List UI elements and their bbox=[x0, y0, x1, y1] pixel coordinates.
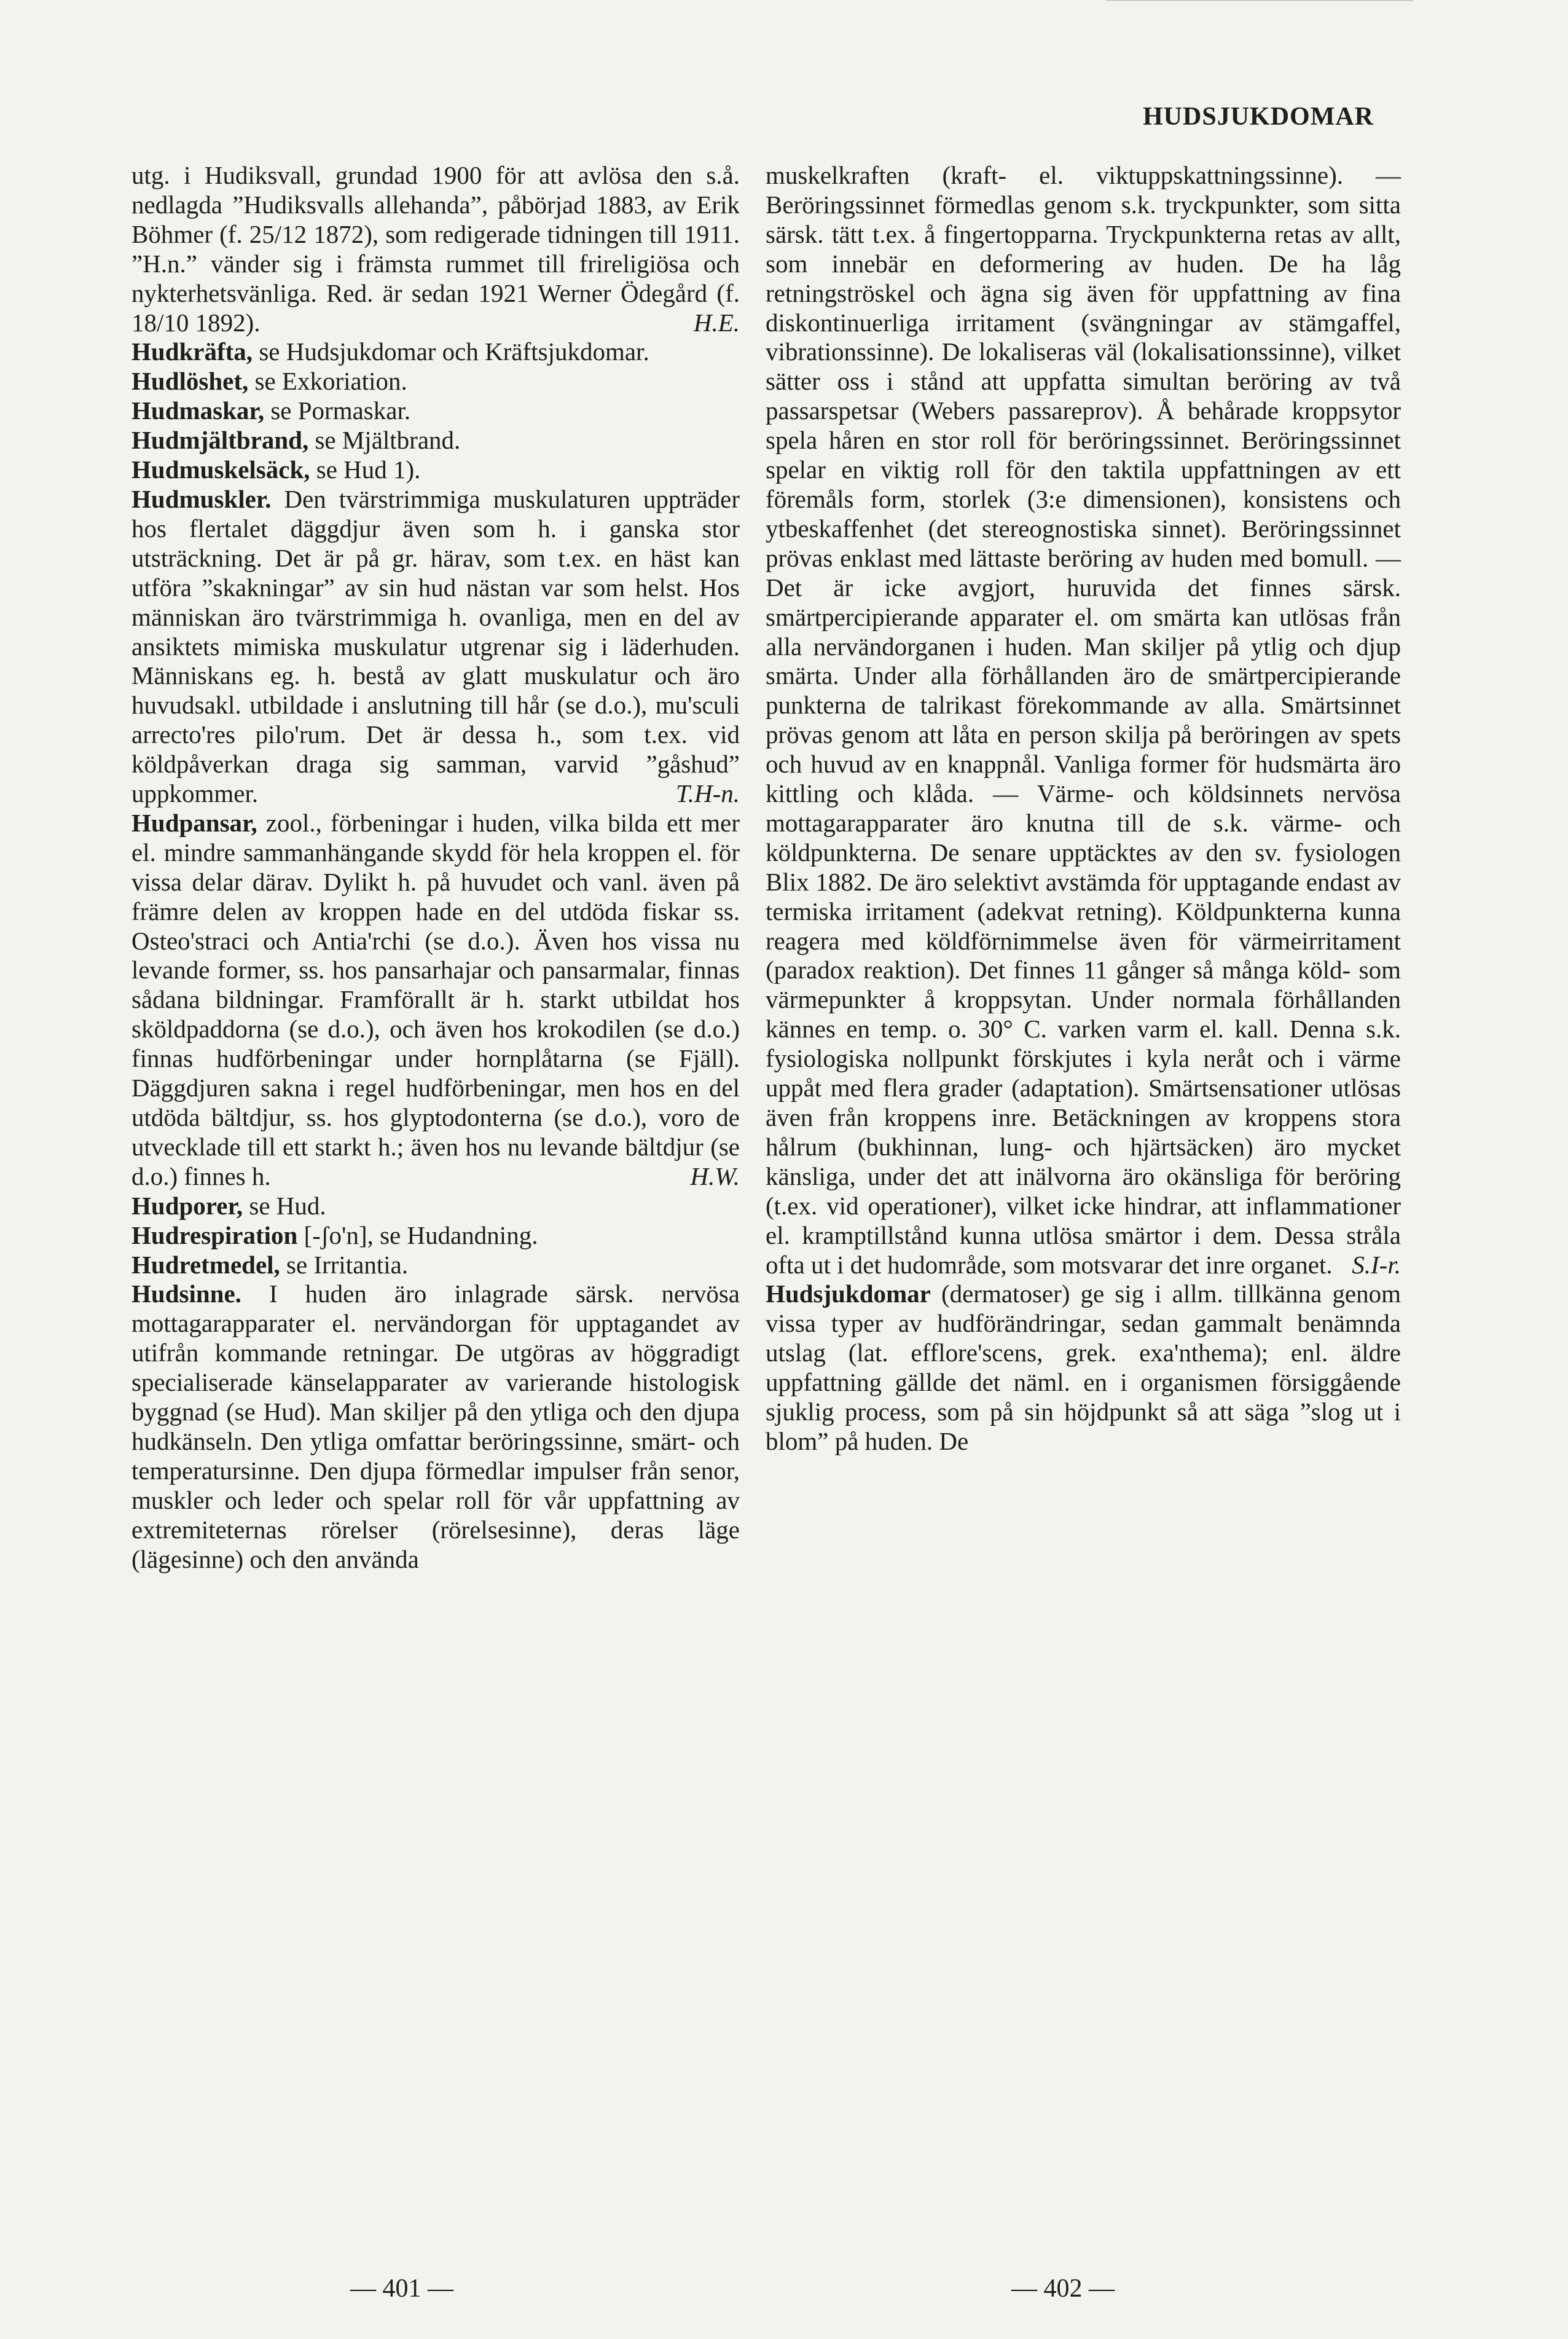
dictionary-entry bbox=[766, 1280, 1401, 1456]
entry-text: se Hud 1). bbox=[310, 455, 421, 484]
dictionary-entry bbox=[131, 367, 740, 396]
entry-headword: Hudretmedel, bbox=[131, 1250, 280, 1279]
author-signature: H.W. bbox=[690, 1162, 740, 1190]
author-signature: H.E. bbox=[693, 308, 740, 337]
entry-headword: Hudsjukdomar bbox=[766, 1280, 931, 1308]
dictionary-entry bbox=[766, 161, 1401, 1280]
entry-headword: Hudmuskler. bbox=[131, 484, 272, 513]
dictionary-entry bbox=[131, 161, 740, 337]
entry-text: muskelkraften (kraft- el. viktuppskattningssinne). — Beröringssinnet förmedlas genom s.k. tryckpunkter, som sitta särsk. tätt t.ex. å fingertopparna. Tryckpunkterna retas av allt, som innebär en deformering av huden. De ha låg retningströskel och ägna sig även för uppfattning av fina diskontinuerliga irritament (svängningar av stämgaffel, vibrationssinne). De lokaliseras väl (lokalisationssinne), vilket sätter oss i stånd att uppfatta simultan beröring av två passarspetsar (Webers passareprov). Å behårade kroppsytor spela håren en stor roll för beröringssinnet. Beröringssinnet spelar en viktig roll för den taktila uppfattningen av ett föremåls form, storlek (3:e dimensionen), konsistens och ytbeskaffenhet (det stereognostiska sinnet). Beröringssinnet prövas enklast med lättaste beröring av huden med bomull. — Det är icke avgjort, huruvida det finnes särsk. smärtpercipierande apparater el. om smärta kan utlösas från alla nervändorganen i huden. Man skiljer på ytlig och djup smärta. Under alla förhållanden äro de smärtpercipierande punkterna de talrikast förekommande av alla. Smärtsinnet prövas genom att låta en person skilja på beröringen av spets och huvud av en knappnål. Vanliga former för hudsmärta äro kittling och klåda. — Värme- och köldsinnets nervösa mottagarapparater äro knutna till de s.k. värme- och köldpunkterna. De senare upptäcktes av den sv. fysiologen Blix 1882. De äro selektivt avstämda för upptagande endast av termiska irritament (adekvat retning). Köldpunkterna kunna reagera med köldförnimmelse även för värmeirritament (paradox reaktion). Det finnes 11 gånger så många köld- som värmepunkter å kroppsytan. Under normala förhållanden kännes en temp. o. 30° C. varken varm el. kall. Denna s.k. fysiologiska nollpunkt förskjutes i kyla neråt och i värme uppåt med flera grader (adaptation). Smärtsensationer utlösas även från kroppens inre. Betäckningen av kroppens stora hålrum (bukhinnan, lung- och hjärtsäcken) äro mycket känsliga, under det att inälvorna äro okänsliga för beröring (t.ex. vid operationer), vilket icke hindrar, att inflammationer el. kramptillstånd kunna utlösa smärtor i dem. Dessa stråla ofta ut i det hudområde, som motsvarar det inre organet. bbox=[766, 161, 1401, 1279]
entry-text: Den tvärstrimmiga muskulaturen uppträder hos flertalet däggdjur även som h. i ganska stor utsträckning. Det är på gr. härav, som t.ex. en häst kan utföra ”skakningar” av sin hud nästan var som helst. Hos människan äro tvärstrimmiga h. ovanliga, men en del av ansiktets mimiska muskulatur utgrenar sig i läderhuden. Människans eg. h. bestå av glatt muskulatur och äro huvudsakl. utbildade i anslutning till hår (se d.o.), mu'sculi arrecto'res pilo'rum. Det är dessa h., som t.ex. vid köldpåverkan draga sig samman, varvid ”gåshud” uppkommer. bbox=[131, 484, 740, 808]
dictionary-entry bbox=[131, 1192, 740, 1221]
page-number-right: — 402 — bbox=[1011, 2274, 1115, 2303]
entry-text: se Mjältbrand. bbox=[308, 426, 461, 455]
entry-headword: Hudkräfta, bbox=[131, 337, 253, 366]
dictionary-entry bbox=[131, 485, 740, 809]
dictionary-entry bbox=[131, 1221, 740, 1251]
dictionary-entry bbox=[131, 455, 740, 485]
entry-headword: Hudmuskelsäck, bbox=[131, 455, 310, 484]
entry-text: se Irritantia. bbox=[280, 1250, 409, 1279]
entry-headword: Hudsinne. bbox=[131, 1280, 241, 1308]
author-signature: T.H-n. bbox=[675, 779, 740, 808]
entry-text: [-ʃo'n], se Hudandning. bbox=[297, 1221, 538, 1249]
dictionary-entry bbox=[131, 337, 740, 367]
entry-text: se Hud. bbox=[243, 1191, 326, 1220]
entry-headword: Hudlöshet, bbox=[131, 367, 249, 396]
dictionary-entry bbox=[131, 426, 740, 455]
entry-text: (dermatoser) ge sig i allm. tillkänna genom vissa typer av hudförändringar, sedan gammalt benämnda utslag (lat. efflore'scens, grek. exa'nthema); enl. äldre uppfattning gällde det näml. en i organismen försiggående sjuklig process, som på sin höjdpunkt så att säga ”slog ut i blom” på huden. De bbox=[766, 1280, 1401, 1455]
entry-headword: Hudporer, bbox=[131, 1191, 243, 1220]
entry-text: zool., förbeningar i huden, vilka bilda ett mer el. mindre sammanhängande skydd för hela kroppen el. för vissa delar därav. Dylikt h. på huvudet och vanl. även på främre delen av kroppen hade en del utdöda fiskar ss. Osteo'straci och Antia'rchi (se d.o.). Även hos vissa nu levande former, ss. hos pansarhajar och pansarmalar, finnas sådana bildningar. Framförallt är h. starkt utbildat hos sköldpaddorna (se d.o.), och även hos krokodilen (se d.o.) finnas hudförbeningar under hornplåtarna (se Fjäll). Däggdjuren sakna i regel hudförbeningar, men hos en del utdöda bältdjur, ss. hos glyptodonterna (se d.o.), voro de utvecklade till ett starkt h.; även hos nu levande bältdjur (se d.o.) finnes h. bbox=[131, 808, 740, 1190]
entry-text: se Exkoriation. bbox=[248, 367, 407, 396]
page-number-left: — 401 — bbox=[350, 2274, 453, 2303]
dictionary-entry bbox=[131, 1251, 740, 1280]
entry-headword: Hudpansar, bbox=[131, 808, 257, 837]
entry-headword: Hudmaskar, bbox=[131, 396, 265, 425]
entry-text: I huden äro inlagrade särsk. nervösa mottagarapparater el. nervändorgan för upptagandet av utifrån kommande retningar. De utgöras av höggradigt specialiserade känselapparater av varierande histologisk byggnad (se Hud). Man skiljer på den ytliga och den djupa hudkänseln. Den ytliga omfattar beröringssinne, smärt- och temperatursinne. Den djupa förmedlar impulser från senor, muskler och leder och spelar roll för vår uppfattning av extremiteternas rörelser (rörelsesinne), deras läge (lägesinne) och den använda bbox=[131, 1280, 740, 1573]
author-signature: S.I-r. bbox=[1352, 1250, 1401, 1279]
entry-headword: Hudmjältbrand, bbox=[131, 426, 309, 455]
dictionary-entry bbox=[131, 809, 740, 1192]
right-column bbox=[766, 161, 1401, 1456]
entry-text: utg. i Hudiksvall, grundad 1900 för att avlösa den s.å. nedlagda ”Hudiksvalls allehanda”, påbörjad 1883, av Erik Böhmer (f. 25/12 1872), som redigerade tidningen till 1911. ”H.n.” vänder sig i främsta rummet till frireligiösa och nykterhetsvänliga. Red. är sedan 1921 Werner Ödegård (f. 18/10 1892). bbox=[131, 161, 740, 337]
top-edge-rule bbox=[1106, 0, 1413, 1]
left-column bbox=[131, 161, 740, 1574]
running-header: HUDSJUKDOMAR bbox=[1143, 103, 1374, 131]
entry-text: se Pormaskar. bbox=[264, 396, 411, 425]
entry-headword: Hudrespiration bbox=[131, 1221, 298, 1249]
entry-text: se Hudsjukdomar och Kräftsjukdomar. bbox=[253, 337, 649, 366]
dictionary-entry bbox=[131, 1280, 740, 1574]
dictionary-entry bbox=[131, 396, 740, 426]
